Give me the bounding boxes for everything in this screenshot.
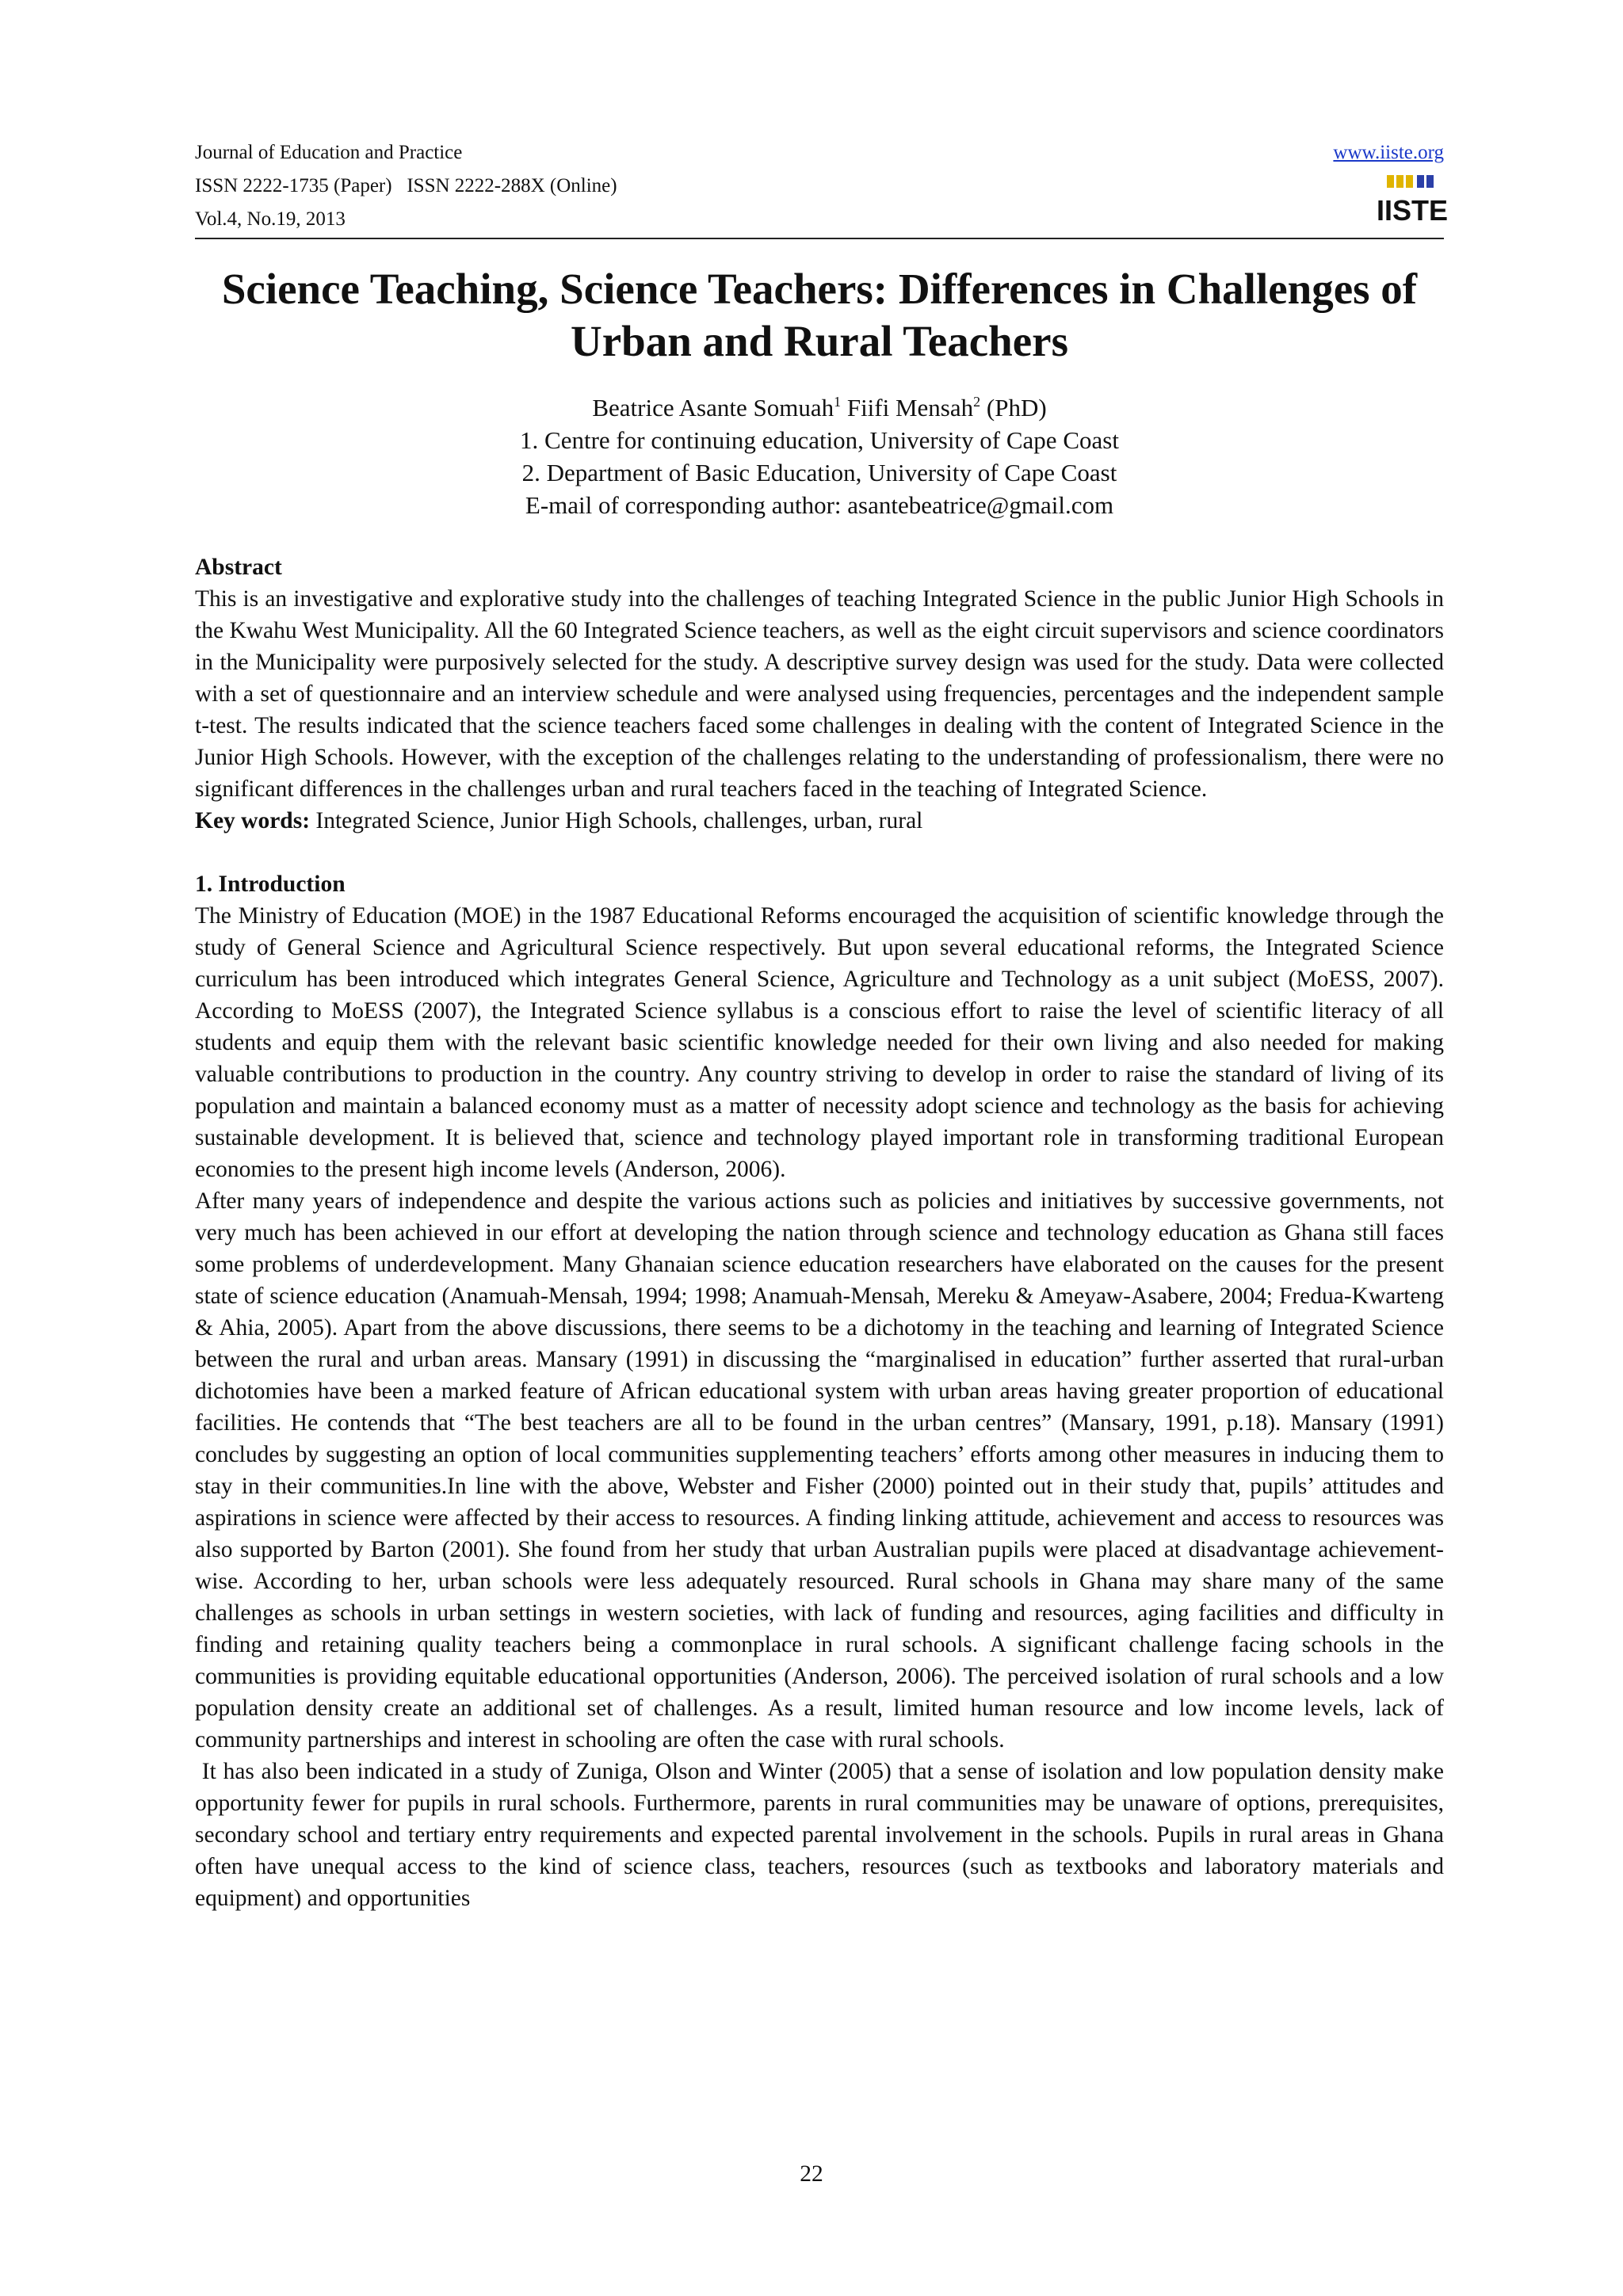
- keywords-line: [195, 805, 1444, 837]
- abstract-text: This is an investigative and explorative study into the challenges of teaching Integrated Science in the public Junior High Schools in the Kwahu West Municipality. All the 60 Integrated Science teachers, as well as the eight circuit supervisors and science coordinators in the Municipality were purposively selected for the study. A descriptive survey design was used for the study. Data were collected with a set of questionnaire and an interview schedule and were analysed using frequencies, percentages and the independent sample t-test. The results indicated that the science teachers faced some challenges in dealing with the content of Integrated Science in the Junior High Schools. However, with the exception of the challenges relating to the understanding of professionalism, there were no significant differences in the challenges urban and rural teachers faced in the teaching of Integrated Science.: [195, 586, 1444, 802]
- author-2-degree: (PhD): [986, 394, 1047, 421]
- page-number: 22: [800, 2161, 823, 2187]
- journal-meta: [195, 136, 617, 236]
- affiliation-1: 1. Centre for continuing education, University of Cape Coast: [520, 426, 1119, 454]
- author-2-name: Fiifi Mensah: [846, 394, 974, 421]
- intro-paragraph-1: The Ministry of Education (MOE) in the 1987 Educational Reforms encouraged the acquisition of scientific knowledge through the study of General Science and Agricultural Science respectively. But upon several educational reforms, the Integrated Science curriculum has been introduced which integrates General Science, Agriculture and Technology as a unit subject (MoESS, 2007). According to MoESS (2007), the Integrated Science syllabus is a conscious effort to raise the level of scientific literacy of all students and equip them with the relevant basic scientific knowledge needed for their own living and also needed for making valuable contributions to production in the country. Any country striving to develop in order to raise the standard of living of its population and maintain a balanced economy must as a matter of necessity adopt science and technology as the basis for achieving sustainable development. It is believed that, science and technology played important role in transforming traditional European economies to the present high income levels (Anderson, 2006).: [195, 903, 1444, 1182]
- keywords-label: Key words:: [195, 808, 311, 833]
- author-1-affil-mark: 1: [834, 394, 842, 410]
- keywords-text: Integrated Science, Junior High Schools, challenges, urban, rural: [315, 808, 923, 833]
- intro-paragraph-3: It has also been indicated in a study of Zuniga, Olson and Winter (2005) that a sense of isolation and low population density make opportunity fewer for pupils in rural schools. Furthermore, parents in rural communities may be unaware of options, prerequisites, secondary school and tertiary entry requirements and expected parental involvement in the schools. Pupils in rural areas in Ghana often have unequal access to the kind of science class, teachers, resources (such as textbooks and laboratory materials and equipment) and opportunities: [195, 1759, 1450, 1911]
- author-2-affil-mark: 2: [973, 394, 981, 410]
- abstract-heading: Abstract: [195, 555, 282, 580]
- issn-line: ISSN 2222-1735 (Paper) ISSN 2222-288X (Online): [195, 175, 617, 196]
- volume-line: Vol.4, No.19, 2013: [195, 208, 346, 230]
- paper-title: Science Teaching, Science Teachers: Differences in Challenges of Urban and Rural Teachers: [221, 265, 1418, 365]
- affiliation-2: 2. Department of Basic Education, University of Cape Coast: [521, 459, 1117, 486]
- journal-website-link[interactable]: www.iiste.org: [1333, 142, 1444, 163]
- introduction-heading: 1. Introduction: [195, 871, 346, 897]
- header-rule: [195, 238, 1444, 239]
- author-block: [195, 391, 1444, 521]
- author-line: [195, 391, 1444, 424]
- paper-body: [195, 551, 1450, 1914]
- journal-name: Journal of Education and Practice: [195, 142, 463, 163]
- intro-paragraph-2: After many years of independence and despite the various actions such as policies and initiatives by successive governments, not very much has been achieved in our effort at developing the nation through science and technology education as Ghana still faces some problems of underdevelopment. Many Ghanaian science education researchers have elaborated on the causes for the present state of science education (Anamuah-Mensah, 1994; 1998; Anamuah-Mensah, Mereku & Ameyaw-Asabere, 2004; Fredua-Kwarteng & Ahia, 2005). Apart from the above discussions, there seems to be a dichotomy in the teaching and learning of Integrated Science between the rural and urban areas. Mansary (1991) in discussing the “marginalised in education” further asserted that rural-urban dichotomies have been a marked feature of African educational system with urban areas having greater proportion of educational facilities. He contends that “The best teachers are all to be found in the urban centres” (Mansary, 1991, p.18). Mansary (1991) concludes by suggesting an option of local communities supplementing teachers’ efforts among other measures in inducing them to stay in their communities.In line with the above, Webster and Fisher (2000) pointed out in their study that, pupils’ attitudes and aspirations in science were affected by their access to resources. A finding linking attitude, achievement and access to resources was also supported by Barton (2001). She found from her study that urban Australian pupils were placed at disadvantage achievement-wise. According to her, urban schools were less adequately resourced. Rural schools in Ghana may share many of the same challenges as schools in urban settings in western societies, with lack of funding and resources, aging facilities and difficulty in finding and retaining quality teachers being a commonplace in rural schools. A significant challenge facing schools in the communities is providing equitable educational opportunities (Anderson, 2006). The perceived isolation of rural schools and a low population density create an additional set of challenges. As a result, limited human resource and low income levels, lack of community partnerships and interest in schooling are often the case with rural schools.: [195, 1188, 1444, 1753]
- iiste-logo-icon: [1376, 173, 1449, 227]
- logo-lettering: IISTE: [1376, 194, 1449, 227]
- author-1-name: Beatrice Asante Somuah: [592, 394, 834, 421]
- corresponding-email: E-mail of corresponding author: asantebeatrice@gmail.com: [525, 491, 1114, 519]
- section-gap: [195, 837, 1444, 868]
